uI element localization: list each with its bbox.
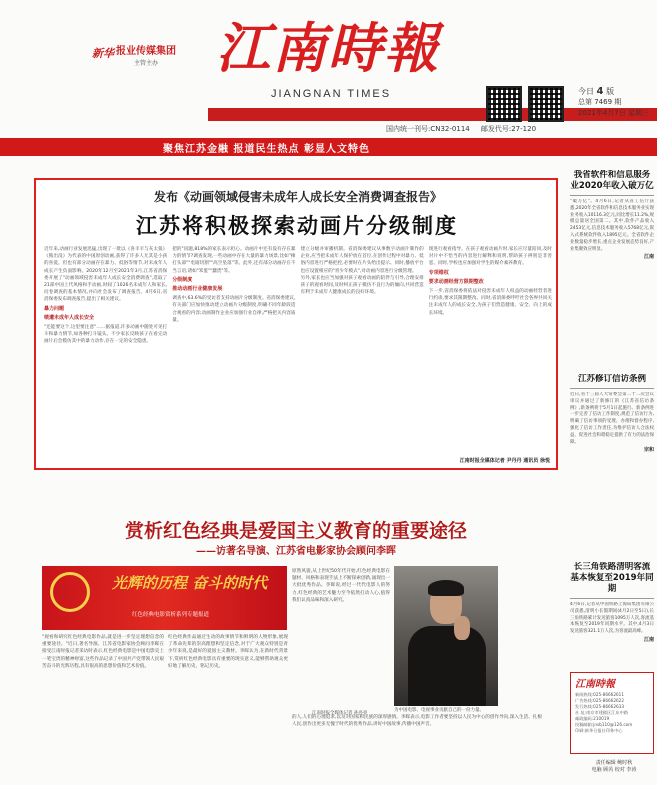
- slogan-bar: [0, 138, 657, 156]
- feature-column: 的人,人们的心理追求,以及对国家和民族的深厚感情。李晖表示,电影工作者要坚持以人民为中心的创作导向,深入生活、扎根人民,创作出更多无愧于时代的优秀作品,讲好中国故事,传播中国声音。: [292, 715, 542, 728]
- registration-line: [386, 124, 536, 134]
- feature-headline: 赏析红色经典是爱国主义教育的重要途径: [124, 520, 467, 542]
- brief-story[interactable]: [570, 562, 654, 680]
- masthead: [0, 0, 657, 162]
- qr-code-icon: [528, 86, 564, 122]
- body-text: 建立分级并审播机制。省消保委建议从事数字动画片制作的企业,应当把未成年人保护放在首位,在创作过程中对暴力、低俗内容进行严格把控,必要时在片头给出提示。同时,播放平台也应设置相应的"青少年模式",对动画内容进行分级管理。: [300, 247, 424, 274]
- issue-date: 2021年4月7日 星期三: [578, 109, 649, 117]
- subhead: 分级制度: [172, 276, 193, 283]
- subhead: 要求动画经营方限期整改: [428, 278, 484, 285]
- lead-column: [172, 246, 295, 464]
- editor-line: 电脑 顾芮 校对 李涛: [591, 767, 637, 773]
- subhead: 暴力问题: [44, 305, 65, 312]
- subhead: 喷遭未成年人成长安全: [44, 314, 95, 321]
- brief-headline: 江苏修订信访条例: [577, 374, 646, 384]
- brief-story[interactable]: [570, 170, 654, 366]
- divider: [570, 388, 654, 389]
- lead-columns: [44, 246, 552, 464]
- body-text: 另外,家长也应当加强对孩子观看动画的陪伴与引导,合理安排孩子的观看时间,及时纠正孩子模仿不良行为的倾向,共同营造有利于未成年人健康成长的良好环境。: [300, 275, 424, 296]
- lead-headline: 江苏将积极探索动画片分级制度: [136, 214, 458, 238]
- footer-brand: 江南時報: [575, 679, 615, 690]
- slogan-text: 聚焦江苏金融 报道民生热点 彰显人文特色: [163, 144, 370, 155]
- brief-body: 近日,省十三届人大常委会第二十二次会议审议并通过了新修订的《江苏省信访条例》,新条例将于5月1日起施行。新条例进一步完善了信访工作制度,规范了信访行为,明确了信访事项的受理、办理和督办程序,强化了信访工作责任,为维护信访人合法权益、促进社会和谐稳定提供了有力的法治保障。: [570, 392, 654, 445]
- divider: [570, 598, 654, 599]
- brief-story[interactable]: [570, 374, 654, 554]
- group-mark: 新华: [92, 47, 114, 60]
- brief-headline: 我省软件和信息服务业2020年收入破万亿: [570, 170, 654, 191]
- brief-body: "破万亿"。4月6日,记者从省工信厅获悉,2020年全省软件和信息技术服务业实现业务收入10116.3亿元,同比增长11.2%,规模总量居全国第二。其中,软件产品收入2453亿元,信息技术服务收入5768亿元,嵌入式系统软件收入1895亿元。全省软件企业数量稳步增长,重点企业发展态势良好,产业集聚效应明显。: [570, 199, 654, 252]
- postal-code: 邮发代号:27-120: [480, 125, 537, 133]
- contact-line: 投稿邮箱:jnsb110@126.com: [575, 722, 633, 727]
- edition-info: [578, 86, 649, 119]
- brief-body: 4月6日,记者从中国铁路上海局集团有限公司获悉,清明小长假期间(4月2日至5日),长三角铁路累计发送旅客1095万人次,客流基本恢复至2019年同期水平。其中,4月3日发送旅客321.1万人次,为客流最高峰。: [570, 602, 654, 635]
- brief-signature: 江南: [643, 254, 654, 261]
- feature-column: "观看和研究红色经典电影作品,就是进一步坚定理想信念的重要途径。"近日,著名导演、江苏省电影家协会顾问李晖在接受江南时报记者采访时表示,红色经典电影是中国电影史上一笔宝贵的精神财富,这些作品记录了中国共产党带领人民艰苦奋斗的光辉历程,具有很高的思想价值和艺术价值。: [42, 635, 164, 669]
- body-text: 下一步,省消保委将依法对侵害未成年人权益的动画经营者进行约谈,要求其限期整改。同时,省消保委呼吁社会各界共同关注未成年人的成长安全,为孩子们营造健康、安全、向上的成长环境。: [428, 289, 552, 316]
- contact-line: 社 址:南京市建邺区江东中路: [575, 710, 628, 715]
- body-text: 调查中,63.6%的受访者支持动画片分级制度。省消保委建议,有关部门应加快推动建立动画片分级制度,明确不同年龄段适合观看的内容;动画制作企业应加强行业自律,严格把关内容质量。: [172, 296, 296, 323]
- today-label: 今日: [578, 87, 594, 96]
- subhead: 专项维权: [428, 269, 449, 276]
- lead-column: [44, 246, 167, 464]
- editor-line: 责任编辑 鲍时秋: [595, 760, 633, 766]
- contact-line: 新闻热线:025-86662611: [575, 692, 624, 697]
- feature-subhead: ——访著名导演、江苏省电影家协会顾问李晖: [196, 546, 396, 557]
- feature-column: 红色经典作品通过生动的故事情节和鲜明的人物形象,展现了革命先辈的崇高理想和坚定信念,对于广大观众特别是青少年来说,是最好的爱国主义教材。李晖认为,在新时代背景下,赏析红色经典电影具有重要的现实意义,能够帮助观众更好地了解历史、铭记历史。: [168, 635, 288, 669]
- paper-name: 江南時報: [216, 16, 440, 80]
- lead-column: [301, 246, 424, 464]
- cn-number: 国内统一刊号:CN32-0114: [386, 125, 470, 133]
- paper-pinyin: JIANGNAN TIMES: [270, 88, 392, 100]
- editor-credits: [572, 760, 656, 774]
- group-host: 主管主办: [134, 60, 159, 67]
- brief-signature: 江南: [643, 636, 654, 643]
- brief-signature: 宗和: [643, 447, 654, 454]
- banner-title: 光辉的历程 奋斗的时代: [112, 574, 268, 592]
- party-emblem-icon: [50, 572, 90, 612]
- photo-credit: 江南时报全媒体记者 孙亮亮: [312, 711, 368, 716]
- brief-headline: 长三角铁路清明客流基本恢复至2019年同期: [570, 562, 654, 594]
- body-text: 现进行观看指导。在孩子观看动画片时,家长应尽量陪同,及时对片中不恰当的内容进行解释和说明,帮助孩子辨别是非善恶。同时,学校也应加强对学生的媒介素养教育。: [428, 247, 552, 267]
- banner-subtitle: 红色经典电影赏析系列专题报道: [132, 612, 210, 618]
- contact-line: 印刷:新华日报社印务中心: [575, 728, 623, 733]
- contact-line: 广告热线:025-86662622: [575, 698, 624, 703]
- body-text: 近年来,动画行业发展迅猛,出现了一批以《喜羊羊与灰太狼》《熊出没》为代表的中国原创动画,获得了许多人尤其是小孩的喜爱。但也有部分动画存在暴力、低俗等情节,对未成年人成长产生负面影响。2020年12月至2021年3月,江苏省消保委开展了"动画领域侵害未成年人成长安全消费调查",选取了21部中国上代风格和手动画,时间了1026名未成年人和家长,问卷调查的基本情况,并向社会发布了调查报告。4月6日,省消保委发布调查报告,提出了相关建议。: [44, 247, 168, 303]
- feature-story[interactable]: [34, 480, 558, 780]
- photo-caption: 为中国电影、电视事业贡献自己的一份力量。: [394, 708, 484, 713]
- qr-code-icon: [486, 86, 522, 122]
- pages-unit: 版: [606, 87, 615, 96]
- contact-line: 邮政编码:210019: [575, 716, 610, 721]
- divider: [570, 195, 654, 196]
- contact-box: [570, 672, 654, 754]
- feature-banner: [42, 566, 287, 630]
- body-text: 把的"问题,818%的家长表示担心。动画片中还有没有存在暴力的情节?调查发现,一些动画中存在大量的暴力场景,比如"捶打头部""电锯切割""高空坠落"等。此外,还有部分动画存在不当言语,诸如"笨蛋""蠢货"等。: [172, 247, 296, 274]
- pages-count: 4: [596, 86, 604, 97]
- feature-column: 原然风貌,从上世纪50年代开始,红色经典电影在题材、风格和表现手法上不断探索创新,涌现出一大批优秀作品。李晖说,经过一代代电影人的努力,红色经典的艺术魅力至今依然打动人心,值得我们认真品味和深入研究。: [292, 569, 390, 603]
- byline: 江南时报全媒体记者 尹丹丹 通讯员 徐悦: [459, 458, 550, 464]
- group-name: 报业传媒集团: [116, 46, 176, 57]
- lead-story[interactable]: [34, 178, 558, 470]
- lead-column: [429, 246, 552, 464]
- issue-number: 总第 7469 期: [578, 98, 622, 106]
- contact-line: 发行热线:025-86662633: [575, 704, 624, 709]
- lead-kicker: 发布《动画领域侵害未成年人成长安全消费调查报告》: [153, 190, 442, 204]
- subhead: 推动动画行业健康发展: [172, 286, 223, 293]
- today-pages: [578, 86, 649, 97]
- body-text: "还能要这个,这里要注意"……据报道,许多动画中随处可见打斗和暴力情节,如各种打斗镜头。不少家长反映孩子在看完动画片后会模仿其中的暴力动作,存在一定的安全隐患。: [44, 325, 168, 345]
- group-logo: [92, 42, 176, 72]
